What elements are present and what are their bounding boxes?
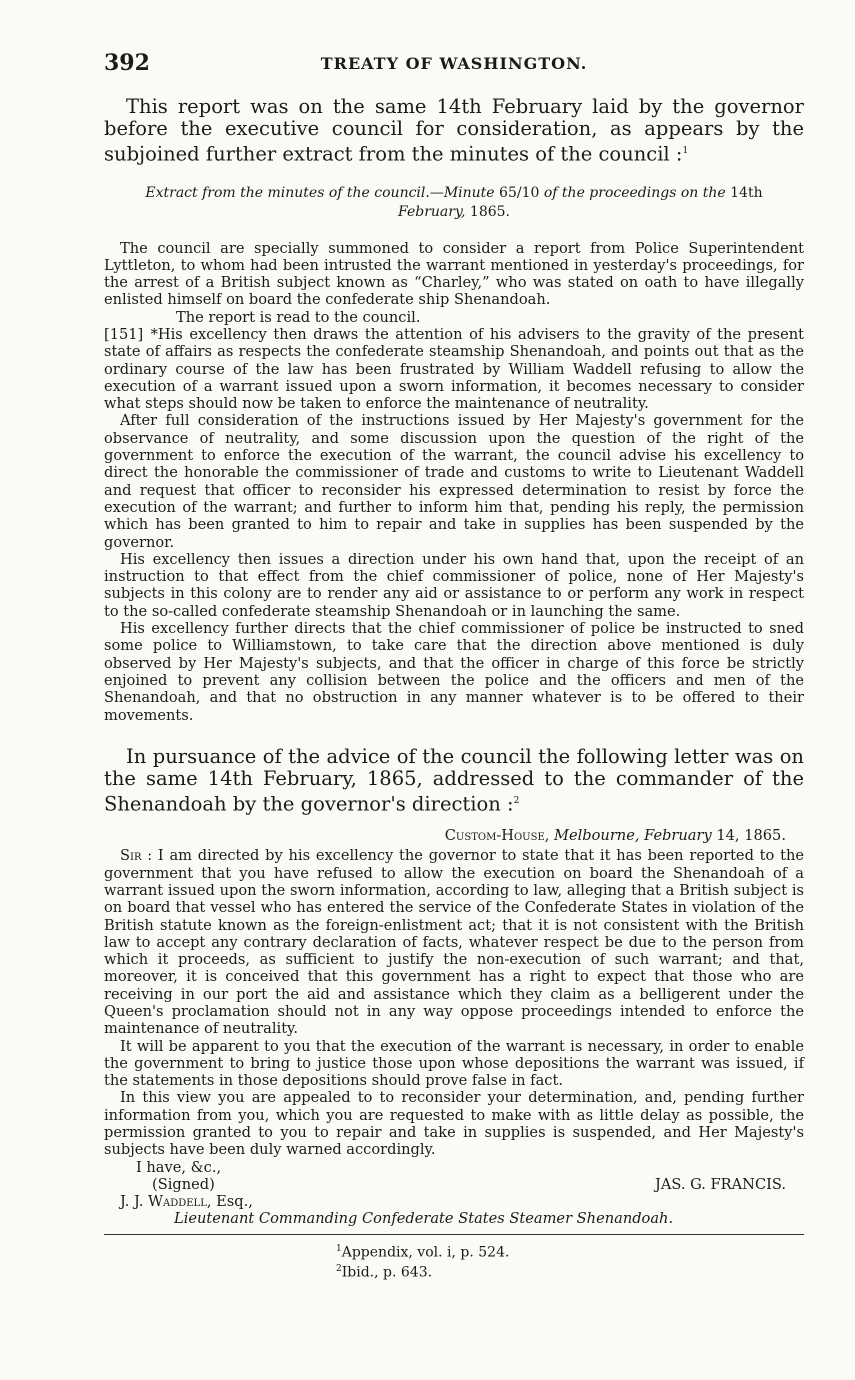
intro-text: This report was on the same 14th February laid by the governor before the executive council for consideration, as appears by the subjoined further extract from the minutes of the council : xyxy=(104,95,804,166)
footnote-mark: 2 xyxy=(336,1264,342,1275)
page-number: 392 xyxy=(104,50,150,76)
signed-label: (Signed) xyxy=(152,1175,215,1193)
council-paragraph: His excellency further directs that the chief commissioner of police be instructed to sned some police to Williamstown, to take care that the direction above mentioned is duly observed by Her Majesty's subjects, and that the officer in charge of this force be strictly enjoined to prevent any collision between the police and the officers and men of the Shenandoah, and that no obstruction in any manner whatever is to be offered to their movements. xyxy=(104,620,804,724)
addressee-suffix: Esq., xyxy=(216,1192,253,1210)
letter-dateline xyxy=(104,827,804,844)
footnote-text: Ibid., p. 643. xyxy=(341,1264,433,1281)
extract-heading xyxy=(104,184,804,222)
footnote-rule xyxy=(104,1234,804,1235)
letter-place: Custom-House, xyxy=(444,827,550,845)
addressee-title: Lieutenant Commanding Confederate States Steamer Shenandoah. xyxy=(174,1210,674,1228)
letter-body xyxy=(104,847,804,1227)
letter-paragraph: In this view you are appealed to to reconsider your determination, and, pending further information from you, which you are requested to make with as little delay as possible, the permission granted to you to repair and take in supplies is suspended, and Her Majesty's subjects have been duly warned accordingly. xyxy=(104,1089,804,1159)
council-paragraph: The report is read to the council. xyxy=(176,308,421,326)
council-paragraph: The council are specially summoned to consider a report from Police Superintendent Lyttleton, to whom had been intrusted the warrant mentioned in yesterday's proceedings, for the arrest of a British subject known as “Charley,” who was stated on oath to have illegally enlisted himself on board the confederate ship Shenandoah. xyxy=(104,239,804,309)
signatory-name: JAS. G. FRANCIS. xyxy=(654,1175,786,1193)
extract-year: 1865. xyxy=(469,203,510,220)
council-paragraph: His excellency then issues a direction under his own hand that, upon the receipt of an instruction to that effect from the chief commissioner of police, none of Her Majesty's subjects in this colony are to render any aid or assistance to or perform any work in respect to the so-called confederate steamship Shenandoah or in launching the same. xyxy=(104,550,804,620)
pursuance-text: In pursuance of the advice of the council the following letter was on the same 14th February, 1865, addressed to the commander of the Shenandoah by the governor's direction : xyxy=(104,744,804,816)
footnote-ref-2: 2 xyxy=(513,795,520,806)
letter-paragraph: It will be apparent to you that the execution of the warrant is necessary, in order to enable the government to bring to justice those upon whose depositions the warrant was issued, if the statements in those depositions should prove false in fact. xyxy=(104,1037,804,1090)
footnote-mark: 1 xyxy=(336,1243,342,1254)
letter-date-tail: 14, 1865. xyxy=(716,827,786,845)
footnote xyxy=(336,1241,804,1262)
extract-day: 14th xyxy=(730,184,763,201)
intro-paragraph xyxy=(104,96,804,166)
footnote xyxy=(336,1261,804,1282)
council-paragraph-marked xyxy=(104,326,804,412)
page-header xyxy=(104,50,804,80)
addressee-line xyxy=(104,1193,804,1210)
running-title: TREATY OF WASHINGTON. xyxy=(320,54,588,73)
margin-page-ref: [151] xyxy=(104,325,144,343)
letter-paragraph-text: I am directed by his excellency the governor to state that it has been reported to the government that you have refused to allow the execution on board the Shenandoah of a warrant issued upon the sworn information, according to law, alleging that a British subject is on board that vessel who has entered the service of the Confederate States in violation of the British statute known as the foreign-enlistment act; that it is not consistent with the British law to accept any contrary declaration of facts, whatever respect be due to the person from which it proceeds, as sufficient to justify the non-execution of such warrant; and that, moreover, it is conceived that this government has a right to expect that those who are receiving in our port the aid and assistance which they claim as a belligerent under the Queen's proclamation should not in any way oppose proceedings intended to enforce the maintenance of neutrality. xyxy=(104,847,804,1038)
signature-line xyxy=(104,1176,804,1193)
footnotes xyxy=(336,1241,804,1282)
addressee-initials: J. J. xyxy=(120,1192,144,1210)
addressee-name: Waddell, xyxy=(148,1192,212,1210)
minute-number: 65/10 xyxy=(499,184,540,201)
pursuance-paragraph xyxy=(104,746,804,816)
council-paragraph: After full consideration of the instructions issued by Her Majesty's government for the observance of neutrality, and some discussion upon the question of the right of the government to enforce the execution of the warrant, the council advise his excellency to direct the honorable the commissioner of trade and customs to write to Lieutenant Waddell and request that officer to reconsider his expressed determination to resist by force the execution of the warrant; and further to inform him that, pending his reply, the permission which has been granted to him to repair and take in supplies has been suspended by the governor. xyxy=(104,412,804,551)
letter-closing: I have, &c., xyxy=(136,1158,222,1176)
council-minutes xyxy=(104,240,804,724)
letter-paragraph xyxy=(104,847,804,1037)
letter-city-date: Melbourne, February xyxy=(554,827,712,845)
footnote-text: Appendix, vol. i, p. 524. xyxy=(341,1244,510,1261)
council-paragraph-text: *His excellency then draws the attention of his advisers to the gravity of the present state of affairs as respects the confederate steamship Shenandoah, and points out that as the ordinary course of the law has been frustrated by William Waddell refusing to allow the execution of a warrant issued upon a sworn information, it becomes necessary to consider what steps should now be taken to enforce the maintenance of neutrality. xyxy=(104,325,804,413)
footnote-ref-1: 1 xyxy=(682,146,689,156)
letter-salutation: Sir : xyxy=(120,847,153,865)
extract-line1-b: of the proceedings on the xyxy=(543,184,726,201)
extract-line2-a: February, xyxy=(398,203,466,220)
extract-line1-a: Extract from the minutes of the council.—Minute xyxy=(145,184,495,201)
document-page xyxy=(104,50,804,1282)
